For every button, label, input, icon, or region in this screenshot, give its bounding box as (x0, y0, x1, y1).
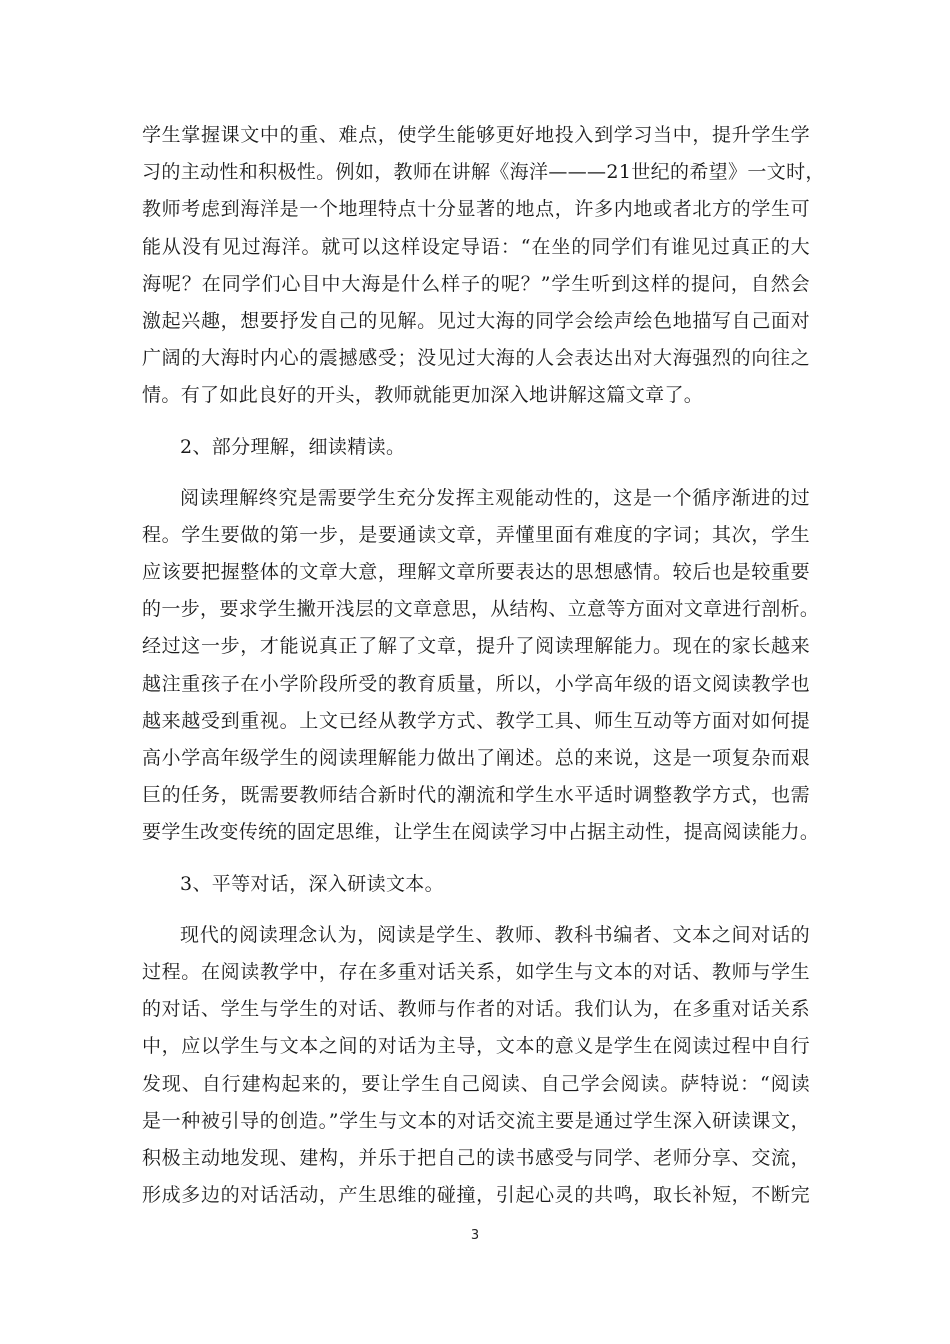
text-line: 广阔的大海时内心的震撼感受；没见过大海的人会表达出对大海强烈的向往之 (142, 347, 810, 370)
text-line: 形成多边的对话活动，产生思维的碰撞，引起心灵的共鸣，取长补短，不断完 (142, 1184, 810, 1207)
text-line: 中，应以学生与文本之间的对话为主导，文本的意义是学生在阅读过程中自行 (142, 1035, 810, 1058)
text-line: 经过这一步，才能说真正了解了文章，提升了阅读理解能力。现在的家长越来 (142, 635, 810, 658)
paragraph-1 (142, 117, 825, 415)
page-number: 3 (470, 1228, 480, 1243)
text-line: 积极主动地发现、建构，并乐于把自己的读书感受与同学、老师分享、交流， (142, 1146, 810, 1169)
text-line: 高小学高年级学生的阅读理解能力做出了阐述。总的来说，这是一项复杂而艰 (142, 747, 810, 769)
text-line: 学生掌握课文中的重、难点，使学生能够更好地投入到学习当中，提升学生学 (142, 124, 810, 146)
text-line: 激起兴趣，想要抒发自己的见解。见过大海的同学会绘声绘色地描写自己面对 (142, 309, 810, 332)
text-line: 程。学生要做的第一步，是要通读文章，弄懂里面有难度的字词；其次，学生 (142, 523, 810, 546)
text-line: 现代的阅读理念认为，阅读是学生、教师、教科书编者、文本之间对话的 (180, 923, 810, 946)
text-line: 习的主动性和积极性。例如，教师在讲解《海洋———21世纪的希望》一文时， (142, 161, 825, 184)
text-line: 能从没有见过海洋。就可以这样设定导语：“在坐的同学们有谁见过真正的大 (142, 235, 810, 258)
text-line: 发现、自行建构起来的，要让学生自己阅读、自己学会阅读。萨特说：“阅读 (142, 1072, 810, 1095)
paragraph-3 (142, 917, 810, 1215)
text-line: 是一种被引导的创造。”学生与文本的对话交流主要是通过学生深入研读课文， (142, 1109, 810, 1132)
text-line: 教师考虑到海洋是一个地理特点十分显著的地点，许多内地或者北方的学生可 (142, 198, 810, 221)
text-line: 巨的任务，既需要教师结合新时代的潮流和学生水平适时调整教学方式，也需 (142, 784, 810, 807)
paragraph-2 (142, 480, 820, 852)
document-body (142, 117, 825, 1214)
text-line: 应该要把握整体的文章大意，理解文章所要表达的思想感情。较后也是较重要 (142, 561, 810, 584)
text-line: 的对话、学生与学生的对话、教师与作者的对话。我们认为，在多重对话关系 (142, 998, 810, 1021)
section-heading-3: 3、平等对话，深入研读文本。 (180, 872, 444, 895)
text-line: 越来越受到重视。上文已经从教学方式、教学工具、师生互动等方面对如何提 (142, 709, 810, 732)
text-line: 阅读理解终究是需要学生充分发挥主观能动性的，这是一个循序渐进的过 (180, 486, 810, 509)
paragraph-gap (142, 852, 810, 866)
text-line: 越注重孩子在小学阶段所受的教育质量，所以，小学高年级的语文阅读教学也 (142, 672, 810, 695)
text-line: 海呢？在同学们心目中大海是什么样子的呢？”学生听到这样的提问，自然会 (142, 272, 810, 295)
text-line: 要学生改变传统的固定思维，让学生在阅读学习中占据主动性，提高阅读能力。 (142, 821, 820, 844)
paragraph-gap (142, 903, 810, 917)
paragraph-gap (142, 415, 810, 429)
text-line: 过程。在阅读教学中，存在多重对话关系，如学生与文本的对话、教师与学生 (142, 960, 810, 983)
section-heading-2: 2、部分理解，细读精读。 (180, 435, 406, 458)
paragraph-gap (142, 466, 810, 480)
text-line: 情。有了如此良好的开头，教师就能更加深入地讲解这篇文章了。 (142, 384, 704, 407)
text-line: 的一步，要求学生撇开浅层的文章意思，从结构、立意等方面对文章进行剖析。 (142, 598, 820, 621)
